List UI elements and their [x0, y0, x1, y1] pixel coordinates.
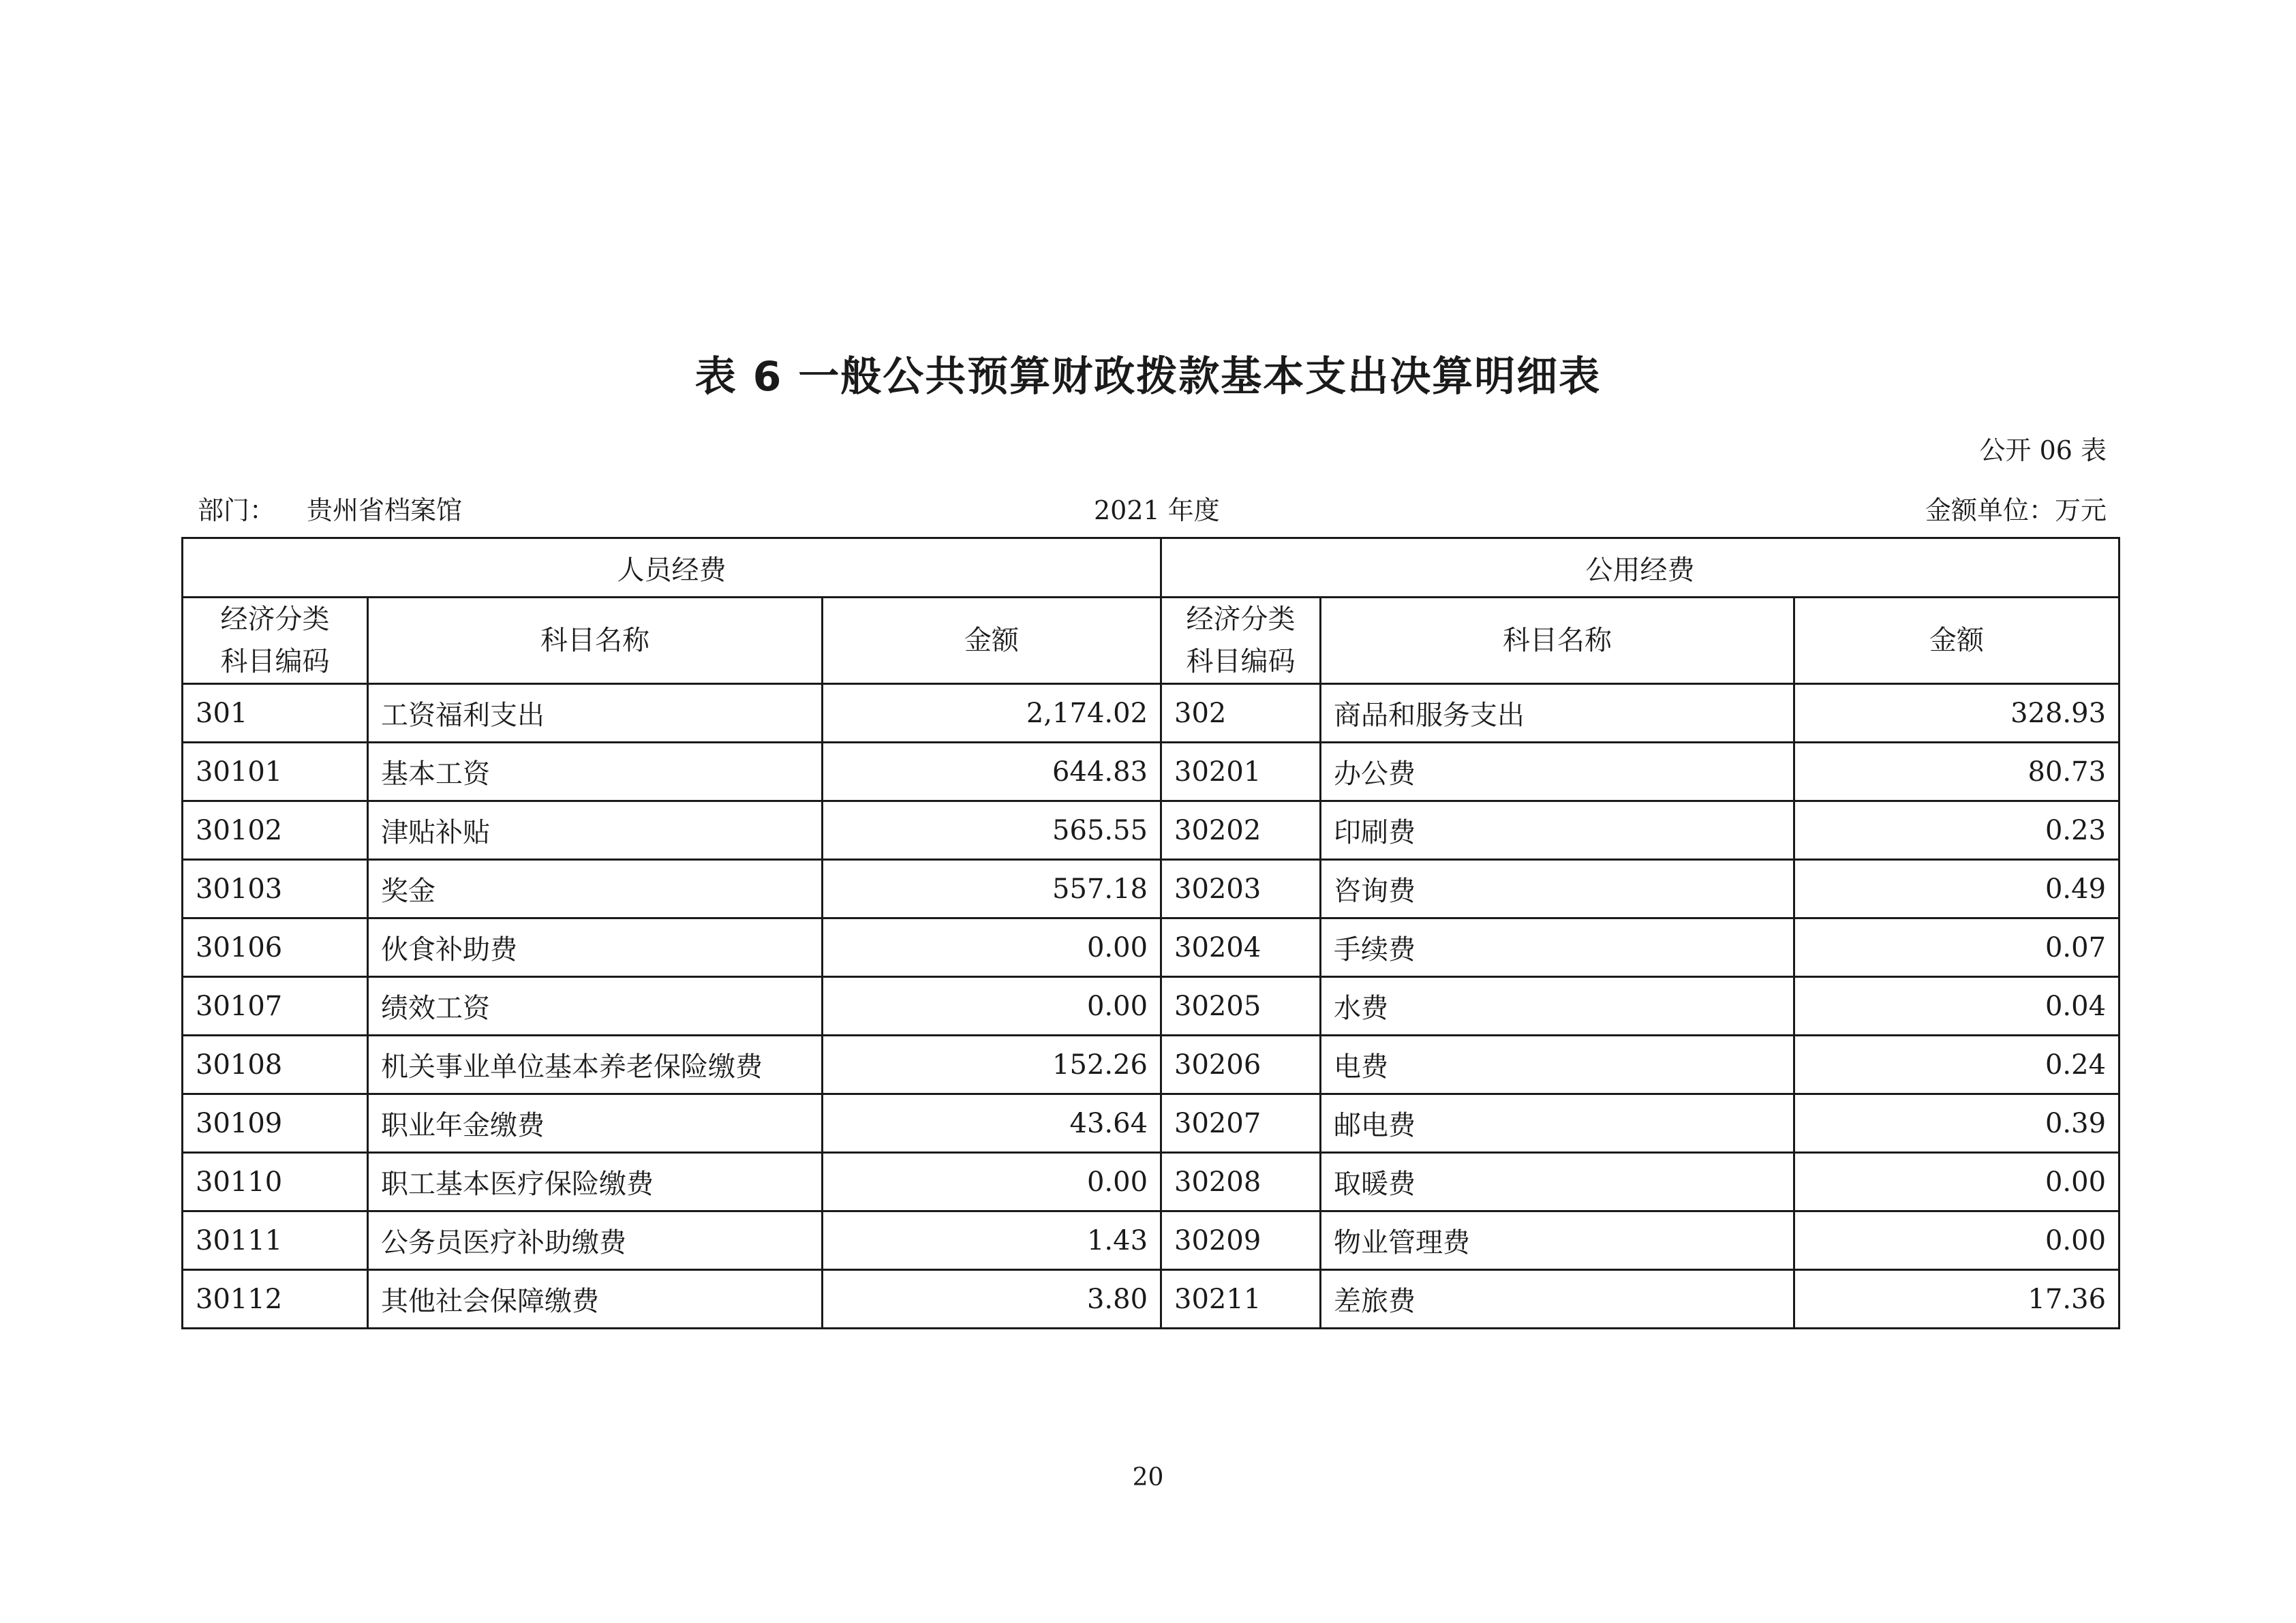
personnel-code-cell: 30102	[183, 801, 368, 860]
personnel-name-cell: 公务员医疗补助缴费	[368, 1211, 823, 1270]
public-code-cell: 30204	[1161, 918, 1321, 977]
column-header-amount: 金额	[1794, 598, 2119, 684]
personnel-amount-cell: 43.64	[823, 1094, 1161, 1153]
department-label: 部门：	[198, 495, 276, 525]
public-code-cell: 30209	[1161, 1211, 1321, 1270]
public-amount-cell: 80.73	[1794, 743, 2119, 801]
column-header-name: 科目名称	[1321, 598, 1794, 684]
personnel-amount-cell: 1.43	[823, 1211, 1161, 1270]
public-code-cell: 30202	[1161, 801, 1321, 860]
personnel-name-cell: 工资福利支出	[368, 684, 823, 743]
column-header-code	[1161, 598, 1321, 684]
fiscal-year: 2021 年度	[1094, 495, 1220, 525]
table-row	[183, 801, 2119, 860]
public-code-cell: 30207	[1161, 1094, 1321, 1153]
table-title: 表 6 一般公共预算财政拨款基本支出决算明细表	[694, 353, 1602, 401]
public-name-cell: 差旅费	[1321, 1270, 1794, 1329]
code-header-line2: 科目编码	[220, 646, 330, 677]
personnel-amount-cell: 644.83	[823, 743, 1161, 801]
personnel-name-cell: 伙食补助费	[368, 918, 823, 977]
group-header-personnel: 人员经费	[183, 538, 1161, 598]
public-name-cell: 邮电费	[1321, 1094, 1794, 1153]
personnel-name-cell: 津贴补贴	[368, 801, 823, 860]
table-row	[183, 1036, 2119, 1094]
public-name-cell: 取暖费	[1321, 1153, 1794, 1211]
personnel-code-cell: 30111	[183, 1211, 368, 1270]
personnel-code-cell: 30103	[183, 860, 368, 918]
public-name-cell: 办公费	[1321, 743, 1794, 801]
table-row	[183, 684, 2119, 743]
public-amount-cell: 0.04	[1794, 977, 2119, 1036]
public-code-cell: 30201	[1161, 743, 1321, 801]
column-header-amount: 金额	[823, 598, 1161, 684]
table-row	[183, 918, 2119, 977]
column-header-name: 科目名称	[368, 598, 823, 684]
group-header-public: 公用经费	[1161, 538, 2119, 598]
public-name-cell: 手续费	[1321, 918, 1794, 977]
public-name-cell: 物业管理费	[1321, 1211, 1794, 1270]
page-number: 20	[1132, 1464, 1164, 1491]
table-row	[183, 743, 2119, 801]
public-amount-cell: 0.00	[1794, 1211, 2119, 1270]
public-amount-cell: 0.39	[1794, 1094, 2119, 1153]
table-row	[183, 1211, 2119, 1270]
personnel-amount-cell: 557.18	[823, 860, 1161, 918]
personnel-code-cell: 30108	[183, 1036, 368, 1094]
personnel-amount-cell: 2,174.02	[823, 684, 1161, 743]
public-code-cell: 30203	[1161, 860, 1321, 918]
public-code-cell: 30211	[1161, 1270, 1321, 1329]
table-row	[183, 1153, 2119, 1211]
public-name-cell: 咨询费	[1321, 860, 1794, 918]
table-body	[183, 684, 2119, 1329]
public-name-cell: 电费	[1321, 1036, 1794, 1094]
public-amount-cell: 0.00	[1794, 1153, 2119, 1211]
personnel-code-cell: 30109	[183, 1094, 368, 1153]
public-amount-cell: 17.36	[1794, 1270, 2119, 1329]
public-amount-cell: 328.93	[1794, 684, 2119, 743]
table-row	[183, 977, 2119, 1036]
public-name-cell: 印刷费	[1321, 801, 1794, 860]
personnel-code-cell: 30112	[183, 1270, 368, 1329]
personnel-name-cell: 职工基本医疗保险缴费	[368, 1153, 823, 1211]
personnel-amount-cell: 0.00	[823, 1153, 1161, 1211]
personnel-name-cell: 绩效工资	[368, 977, 823, 1036]
public-name-cell: 水费	[1321, 977, 1794, 1036]
personnel-code-cell: 30101	[183, 743, 368, 801]
public-name-cell: 商品和服务支出	[1321, 684, 1794, 743]
personnel-amount-cell: 0.00	[823, 918, 1161, 977]
public-code-cell: 30206	[1161, 1036, 1321, 1094]
personnel-name-cell: 奖金	[368, 860, 823, 918]
code-header-line1: 经济分类	[220, 604, 330, 635]
personnel-code-cell: 301	[183, 684, 368, 743]
public-amount-cell: 0.23	[1794, 801, 2119, 860]
public-amount-cell: 0.24	[1794, 1036, 2119, 1094]
form-number: 公开 06 表	[1979, 435, 2107, 465]
table-row	[183, 1094, 2119, 1153]
personnel-code-cell: 30106	[183, 918, 368, 977]
code-header-line2: 科目编码	[1186, 646, 1296, 677]
personnel-amount-cell: 565.55	[823, 801, 1161, 860]
amount-unit: 金额单位：万元	[1925, 495, 2107, 525]
public-code-cell: 30208	[1161, 1153, 1321, 1211]
column-header-code	[183, 598, 368, 684]
public-amount-cell: 0.07	[1794, 918, 2119, 977]
public-code-cell: 302	[1161, 684, 1321, 743]
expenditure-table	[181, 537, 2120, 1329]
personnel-name-cell: 其他社会保障缴费	[368, 1270, 823, 1329]
personnel-amount-cell: 0.00	[823, 977, 1161, 1036]
public-amount-cell: 0.49	[1794, 860, 2119, 918]
personnel-name-cell: 职业年金缴费	[368, 1094, 823, 1153]
personnel-name-cell: 机关事业单位基本养老保险缴费	[368, 1036, 823, 1094]
personnel-code-cell: 30107	[183, 977, 368, 1036]
personnel-code-cell: 30110	[183, 1153, 368, 1211]
personnel-name-cell: 基本工资	[368, 743, 823, 801]
public-code-cell: 30205	[1161, 977, 1321, 1036]
table-row	[183, 1270, 2119, 1329]
code-header-line1: 经济分类	[1186, 604, 1296, 635]
personnel-amount-cell: 3.80	[823, 1270, 1161, 1329]
table-row	[183, 860, 2119, 918]
department-name: 贵州省档案馆	[307, 495, 463, 525]
department-info	[198, 489, 462, 527]
personnel-amount-cell: 152.26	[823, 1036, 1161, 1094]
